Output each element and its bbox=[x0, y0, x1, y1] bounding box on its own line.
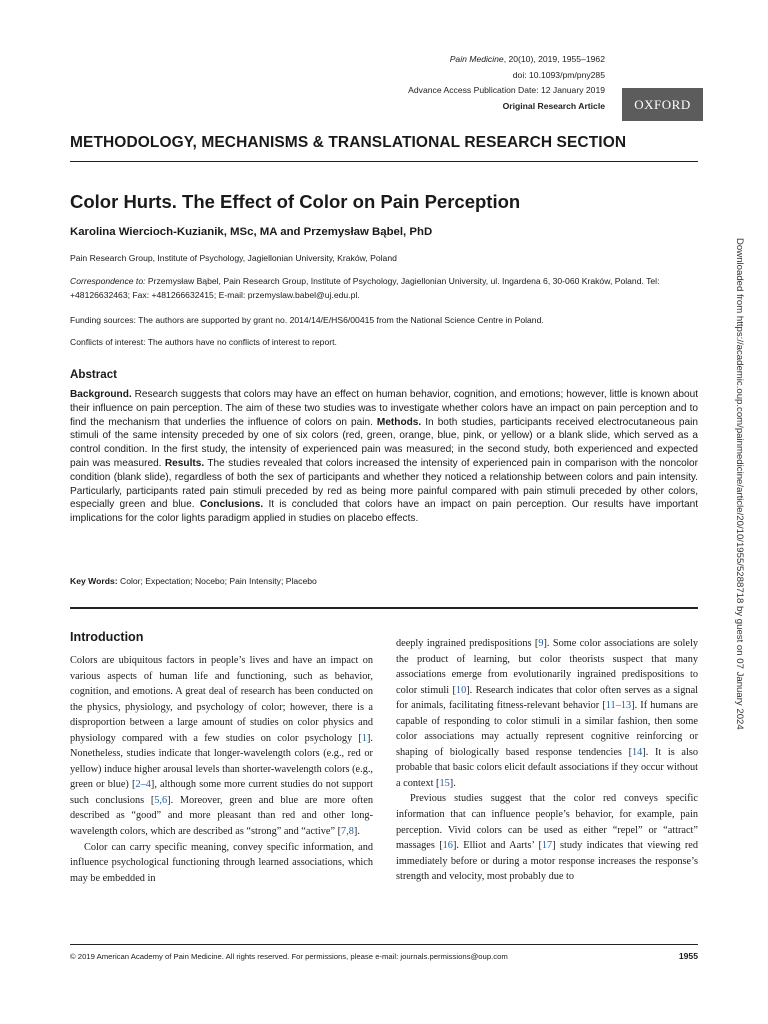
paragraph: Color can carry specific meaning, convey specific information, and influence psychological functioning through learned associations, which may be embedded in bbox=[70, 841, 373, 884]
citation-link[interactable]: 5,6 bbox=[154, 794, 168, 806]
journal-citation: Pain Medicine, 20(10), 2019, 1955–1962 bbox=[449, 54, 605, 64]
correspondence: Correspondence to: Przemysław Bąbel, Pain Research Group, Institute of Psychology, Jagiellonian University, ul. Ingardena 6, 30-060 Kraków, Poland. Tel: +48126632463; Fax: +481266632415; E-mail: przemyslaw.babel@uj.edu.pl. bbox=[70, 276, 660, 300]
citation-link[interactable]: 7,8 bbox=[341, 826, 354, 838]
citation-link[interactable]: 15 bbox=[439, 777, 450, 789]
citation-link[interactable]: 11–13 bbox=[605, 700, 632, 712]
download-watermark: Downloaded from https://academic.oup.com/painmedicine/article/20/10/1955/5288718 by guest on 07 January 2024 bbox=[734, 238, 745, 730]
citation-link[interactable]: 2–4 bbox=[135, 779, 151, 791]
section-title: METHODOLOGY, MECHANISMS & TRANSLATIONAL RESEARCH SECTION bbox=[70, 134, 627, 151]
paragraph: Previous studies suggest that the color red conveys specific information that can influence people’s behavior, for example, pain perception. Vivid colors can be used as either “repel” or “attract” massages [16]. Elliot and Aarts’ [17] study indicates that viewing red immediately before or during a motor response increases the response’s strength and velocity, most probably due to bbox=[396, 793, 698, 883]
article-header-meta bbox=[408, 52, 605, 114]
citation-link[interactable]: 1 bbox=[361, 732, 367, 744]
paragraph: deeply ingrained predispositions [9]. Some color associations are solely the product of learning, but color theorists suspect that many associations emerge from evolutionarily ingrained predispositions to color stimuli [10]. Research indicates that color often serves as a signal for animals, facilitating fitness-relevant behavior [11–13]. If humans are capable of responding to color stimuli in a similar fashion, then some color associations may actually represent cognitive reinforcing or shaping of biologically based response tendencies [14]. It is also probable that basic colors elicit default associations if they occur without a context [15]. bbox=[396, 638, 699, 789]
advance-access-date: Advance Access Publication Date: 12 January 2019 bbox=[408, 85, 605, 95]
citation-link[interactable]: 9 bbox=[538, 638, 544, 649]
abstract-heading: Abstract bbox=[70, 368, 118, 381]
article-title: Color Hurts. The Effect of Color on Pain Perception bbox=[70, 191, 521, 212]
paragraph: Colors are ubiquitous factors in people’s lives and have an impact on various aspects of human life and functioning, such as behavior, cognition, and emotions. A great deal of research has been conducted on the physics, physiology, and psychology of color; however, there is a disproportion between a large amount of studies on color physics and physiology compared with a few studies on color psychology [1]. Nonetheless, studies indicate that longer-wavelength colors (e.g., red or yellow) induce higher arousal levels than shorter-wavelength colors (e.g., green or blue) [2–4], although some more current studies do not support such conclusions [5,6]. Moreover, green and blue are more often described as “good” and more pleasant than red and other long-wavelength colors, which are described as “strong” and “active” [7,8]. bbox=[70, 655, 373, 838]
page-number: 1955 bbox=[678, 951, 698, 961]
copyright-notice: © 2019 American Academy of Pain Medicine. All rights reserved. For permissions, please e-mail: journals.permissions@oup.com bbox=[70, 952, 508, 961]
affiliation: Pain Research Group, Institute of Psychology, Jagiellonian University, Kraków, Poland bbox=[70, 253, 397, 263]
citation-link[interactable]: 14 bbox=[632, 746, 643, 758]
citation-link[interactable]: 10 bbox=[455, 684, 467, 696]
keywords: Key Words: Color; Expectation; Nocebo; Pain Intensity; Placebo bbox=[70, 576, 317, 586]
section-divider bbox=[70, 161, 698, 162]
abstract-divider bbox=[70, 607, 698, 609]
abstract-body: Background. Research suggests that colors may have an effect on human behavior, cognition, and emotions; however, little is known about their influence on pain perception. The aim of these two studies was to investigate whether colors have an impact on pain perception and to find the mechanism that underlies the influence of colors on pain. Methods. In both studies, participants received electrocutaneous pain stimuli of the same intensity preceded by one of six colors (red, green, orange, blue, pink, or yellow) or a blank slide, which served as a control condition. In the first study, the intensity of experienced pain was measured; in the second study, both experienced and expected pain was measured. Results. The studies revealed that colors increased the intensity of experienced pain in comparison with the noncolor condition (blank slide), regardless of both the sex of participants and whether they noticed a relationship between colors and pain intensity. Particularly, participants rated pain stimuli preceded by red as being more painful compared with pain stimuli preceded by other colors, especially green and blue. Conclusions. It is concluded that colors have an impact on pain perception. Our results have important implications for the color lights paradigm applied in studies on placebo effects. bbox=[70, 389, 699, 525]
publisher-logo: OXFORD bbox=[622, 88, 703, 121]
conflicts-of-interest: Conflicts of interest: The authors have no conflicts of interest to report. bbox=[70, 337, 337, 347]
right-column bbox=[396, 636, 698, 885]
left-column bbox=[70, 653, 373, 886]
article-type: Original Research Article bbox=[502, 100, 605, 111]
citation-link[interactable]: 16 bbox=[442, 840, 453, 852]
citation-link[interactable]: 17 bbox=[541, 840, 553, 852]
footer-divider bbox=[70, 944, 698, 945]
doi[interactable]: doi: 10.1093/pm/pny285 bbox=[512, 69, 605, 80]
authors: Karolina Wiercioch-Kuzianik, MSc, MA and Przemysław Bąbel, PhD bbox=[70, 226, 433, 238]
introduction-heading: Introduction bbox=[70, 630, 144, 644]
funding-sources: Funding sources: The authors are supported by grant no. 2014/14/E/HS6/00415 from the National Science Centre in Poland. bbox=[70, 315, 544, 325]
